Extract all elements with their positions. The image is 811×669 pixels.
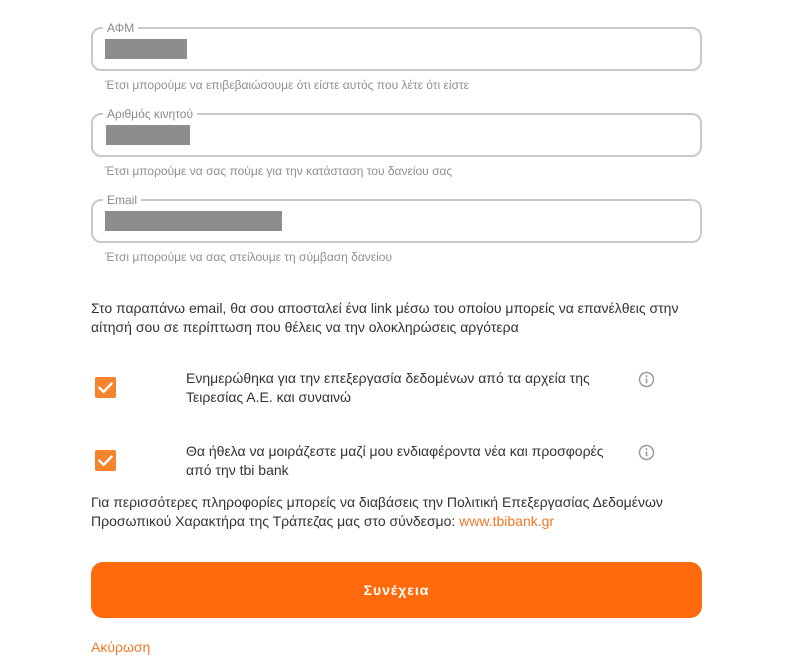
afm-redacted-value <box>105 39 187 59</box>
afm-field-group <box>91 21 702 92</box>
mobile-field-group <box>91 107 702 178</box>
consent-marketing-label: Θα ήθελα να μοιράζεστε μαζί μου ενδιαφέροντα νέα και προσφορές από την tbi bank <box>186 443 604 478</box>
checkmark-icon <box>95 450 116 471</box>
privacy-policy-note <box>91 493 731 531</box>
info-icon[interactable] <box>638 371 655 388</box>
email-link-note: Στο παραπάνω email, θα σου αποσταλεί ένα link μέσω του οποίου μπορείς να επανέλθεις στην αίτησή σου σε περίπτωση που θέλεις να την ολοκληρώσεις αργότερα <box>91 300 679 335</box>
afm-field[interactable] <box>91 21 702 71</box>
email-helper-text: Έτσι μπορούμε να σας στείλουμε τη σύμβαση δανείου <box>105 250 393 264</box>
checkmark-icon <box>95 377 116 398</box>
consent-teiresias-row <box>95 369 665 409</box>
info-icon[interactable] <box>638 444 655 461</box>
consent-marketing-row <box>95 442 665 482</box>
email-field-group <box>91 193 702 264</box>
afm-field-label: ΑΦΜ <box>103 19 138 37</box>
privacy-policy-text: Για περισσότερες πληροφορίες μπορείς να διαβάσεις την Πολιτική Επεξεργασίας Δεδομένων Προσωπικού Χαρακτήρα της Τράπεζας μας στο σύνδεσμο: <box>91 494 663 529</box>
mobile-helper-text: Έτσι μπορούμε να σας πούμε για την κατάσταση του δανείου σας <box>105 164 453 178</box>
consent-teiresias-checkbox[interactable] <box>95 377 116 398</box>
email-field-label: Email <box>103 191 141 209</box>
consent-teiresias-label: Ενημερώθηκα για την επεξεργασία δεδομένων από τα αρχεία της Τειρεσίας Α.Ε. και συναινώ <box>186 370 590 405</box>
email-redacted-value <box>105 211 282 231</box>
afm-helper-text: Έτσι μπορούμε να επιβεβαιώσουμε ότι είστε αυτός που λέτε ότι είστε <box>105 78 470 92</box>
mobile-redacted-value <box>106 125 190 145</box>
consent-marketing-checkbox[interactable] <box>95 450 116 471</box>
mobile-field-label: Αριθμός κινητού <box>103 105 197 123</box>
email-field[interactable] <box>91 193 702 243</box>
tbibank-website-link[interactable]: www.tbibank.gr <box>459 513 555 529</box>
continue-button[interactable]: Συνέχεια <box>91 562 702 618</box>
mobile-field[interactable] <box>91 107 702 157</box>
cancel-link[interactable]: Ακύρωση <box>91 639 151 655</box>
